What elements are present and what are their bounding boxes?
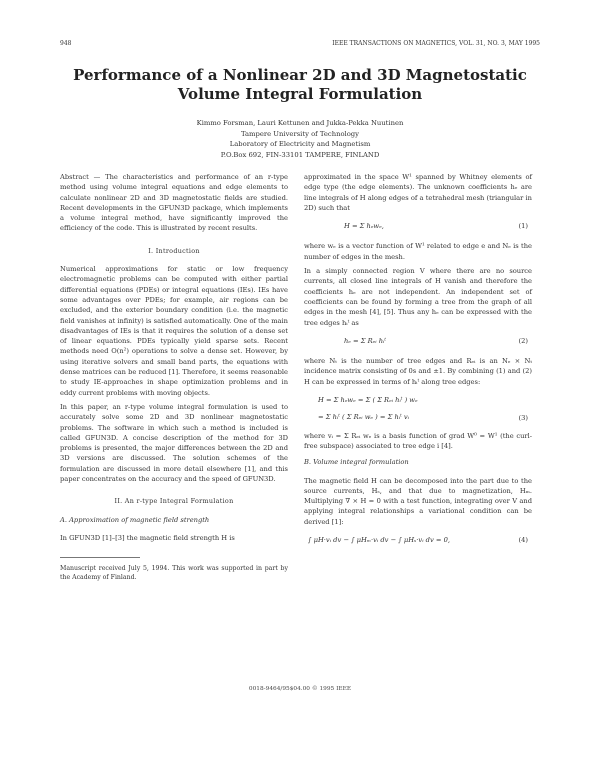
equation-2 — [304, 336, 532, 346]
journal-header: IEEE TRANSACTIONS ON MAGNETICS, VOL. 31, NO. 3, MAY 1995 — [332, 40, 540, 47]
copyright-line: 0018-9464/95$04.00 © 1995 IEEE — [248, 686, 352, 692]
footnote-rule — [60, 557, 140, 558]
equation-number: (4) — [518, 536, 528, 545]
right-column — [304, 172, 532, 555]
subsection-heading: A. Approximation of magnetic field strength — [60, 515, 210, 524]
author-block — [60, 118, 540, 160]
left-column — [60, 172, 288, 586]
equation-4 — [304, 535, 532, 545]
paragraph: approximated in the space W¹ spanned by Whitney elements of edge type (the edge elements). The unknown coefficients hₑ are line integrals of H along edges of a tetrahedral mesh (triangular in 2D) such that — [304, 173, 532, 212]
equation-line: = Σ hᵢᵗ ( Σ Rₑᵢ wₑ ) = Σ hᵢᵗ vᵢ — [318, 413, 410, 422]
paragraph: where Nₜ is the number of tree edges and Rₑᵢ is an Nₑ × Nₜ incidence matrix consisting of 0s and ±1. By combining (1) and (2) H can be expressed in terms of hᵢᵗ along tree edges: — [304, 357, 532, 386]
paragraph: Numerical approximations for static or low frequency electromagnetic problems can be computed with either partial differential equations (PDEs) or integral equations (IEs). IEs have some advantages over PDEs; for example, air regions can be excluded, and the exterior boundary condition (i.e. the magnetic field vanishes at infinity) is satisfied automatically. One of the main disadvantages of IEs is that it requires the solution of a dense set of linear equations. PDEs typically yield sparse sets. Recent methods need O(n²) operations to solve a dense set. However, by using iterative solvers and small band parts, the equations with dense matrices can be reduced [1]. Therefore, it seems reasonable to study IE-approaches in shape optimization problems and in eddy current problems with moving objects. — [60, 265, 288, 397]
paper-title — [60, 66, 540, 104]
equation-number: (1) — [518, 222, 528, 231]
subsection-heading: B. Volume integral formulation — [304, 458, 409, 467]
equation-expression: hₑ = Σ Rₑᵢ hᵢᵗ — [344, 336, 387, 345]
equation-1 — [304, 221, 532, 231]
paragraph: In this paper, an r-type volume integral formulation is used to accurately solve some 2D and 3D nonlinear magnetostatic problems. The software in which such a method is included is called GFUN3D. A concise description of the method for 3D problems is presented, the major differences between the 2D and 3D versions are discussed. The solution schemes of the formulation are discussed in more detail elsewhere [1], and this paper concentrates on the accuracy and the speed of GFUN3D. — [60, 402, 288, 484]
title-line-1: Performance of a Nonlinear 2D and 3D Magnetostatic — [73, 66, 527, 84]
author-names: Kimmo Forsman, Lauri Kettunen and Jukka-Pekka Nuutinen — [196, 119, 404, 127]
equation-expression: ∫ μH·vᵢ dv − ∫ μHₘ·vᵢ dv − ∫ μHₛ·vᵢ dv = 0, — [308, 536, 450, 545]
footnote: Manuscript received July 5, 1994. This work was supported in part by the Academy of Finland. — [60, 565, 288, 582]
title-line-2: Volume Integral Formulation — [177, 85, 423, 103]
page-number: 948 — [60, 40, 72, 47]
equation-number: (3) — [518, 414, 528, 423]
paragraph: In GFUN3D [1]–[3] the magnetic field strength H is — [60, 533, 235, 542]
equation-number: (2) — [518, 336, 528, 345]
section-heading-introduction: I. Introduction — [148, 246, 200, 255]
paragraph: In a simply connected region V where there are no source currents, all closed line integrals of H vanish and therefore the coefficients hₑ are not independent. An independent set of coefficients can be found by forming a tree from the graph of all edges in the mesh [4], [5]. Thus any hₑ can be expressed with the tree edges hᵢᵗ as — [304, 267, 532, 327]
paragraph: where vᵢ = Σ Rₑᵢ wₑ is a basis function of grad W⁰ = W¹ (the curl-free subspace) associated to tree edge i [4]. — [304, 431, 532, 450]
paragraph: The magnetic field H can be decomposed into the part due to the source currents, Hₛ, and that due to magnetization, Hₘ. Multiplying ∇ × H = 0 with a test function, integrating over V and applying integral relationships a variational condition can be derived [1]: — [304, 476, 532, 526]
author-address: P.O.Box 692, FIN-33101 TAMPERE, FINLAND — [220, 150, 380, 159]
equation-line: H = Σ hₑwₑ = Σ ( Σ Rₑᵢ hᵢᵗ ) wₑ — [318, 396, 418, 405]
section-heading-formulation: II. An r-type Integral Formulation — [114, 497, 234, 506]
author-lab: Laboratory of Electricity and Magnetism — [229, 140, 371, 148]
equation-3 — [304, 395, 532, 423]
paragraph: where wₑ is a vector function of W¹ related to edge e and Nₑ is the number of edges in the mesh. — [304, 242, 532, 261]
author-institution: Tampere University of Technology — [241, 129, 359, 138]
equation-expression: H = Σ hₑwₑ, — [344, 222, 384, 231]
abstract: Abstract — The characteristics and performance of an r-type method using volume integral equations and edge elements to calculate nonlinear 2D and 3D magnetostatic fields are studied. Recent developments in the GFUN3D package, which implements a volume integral method, have significantly improved the efficiency of the code. This is illustrated by recent results. — [60, 173, 288, 233]
